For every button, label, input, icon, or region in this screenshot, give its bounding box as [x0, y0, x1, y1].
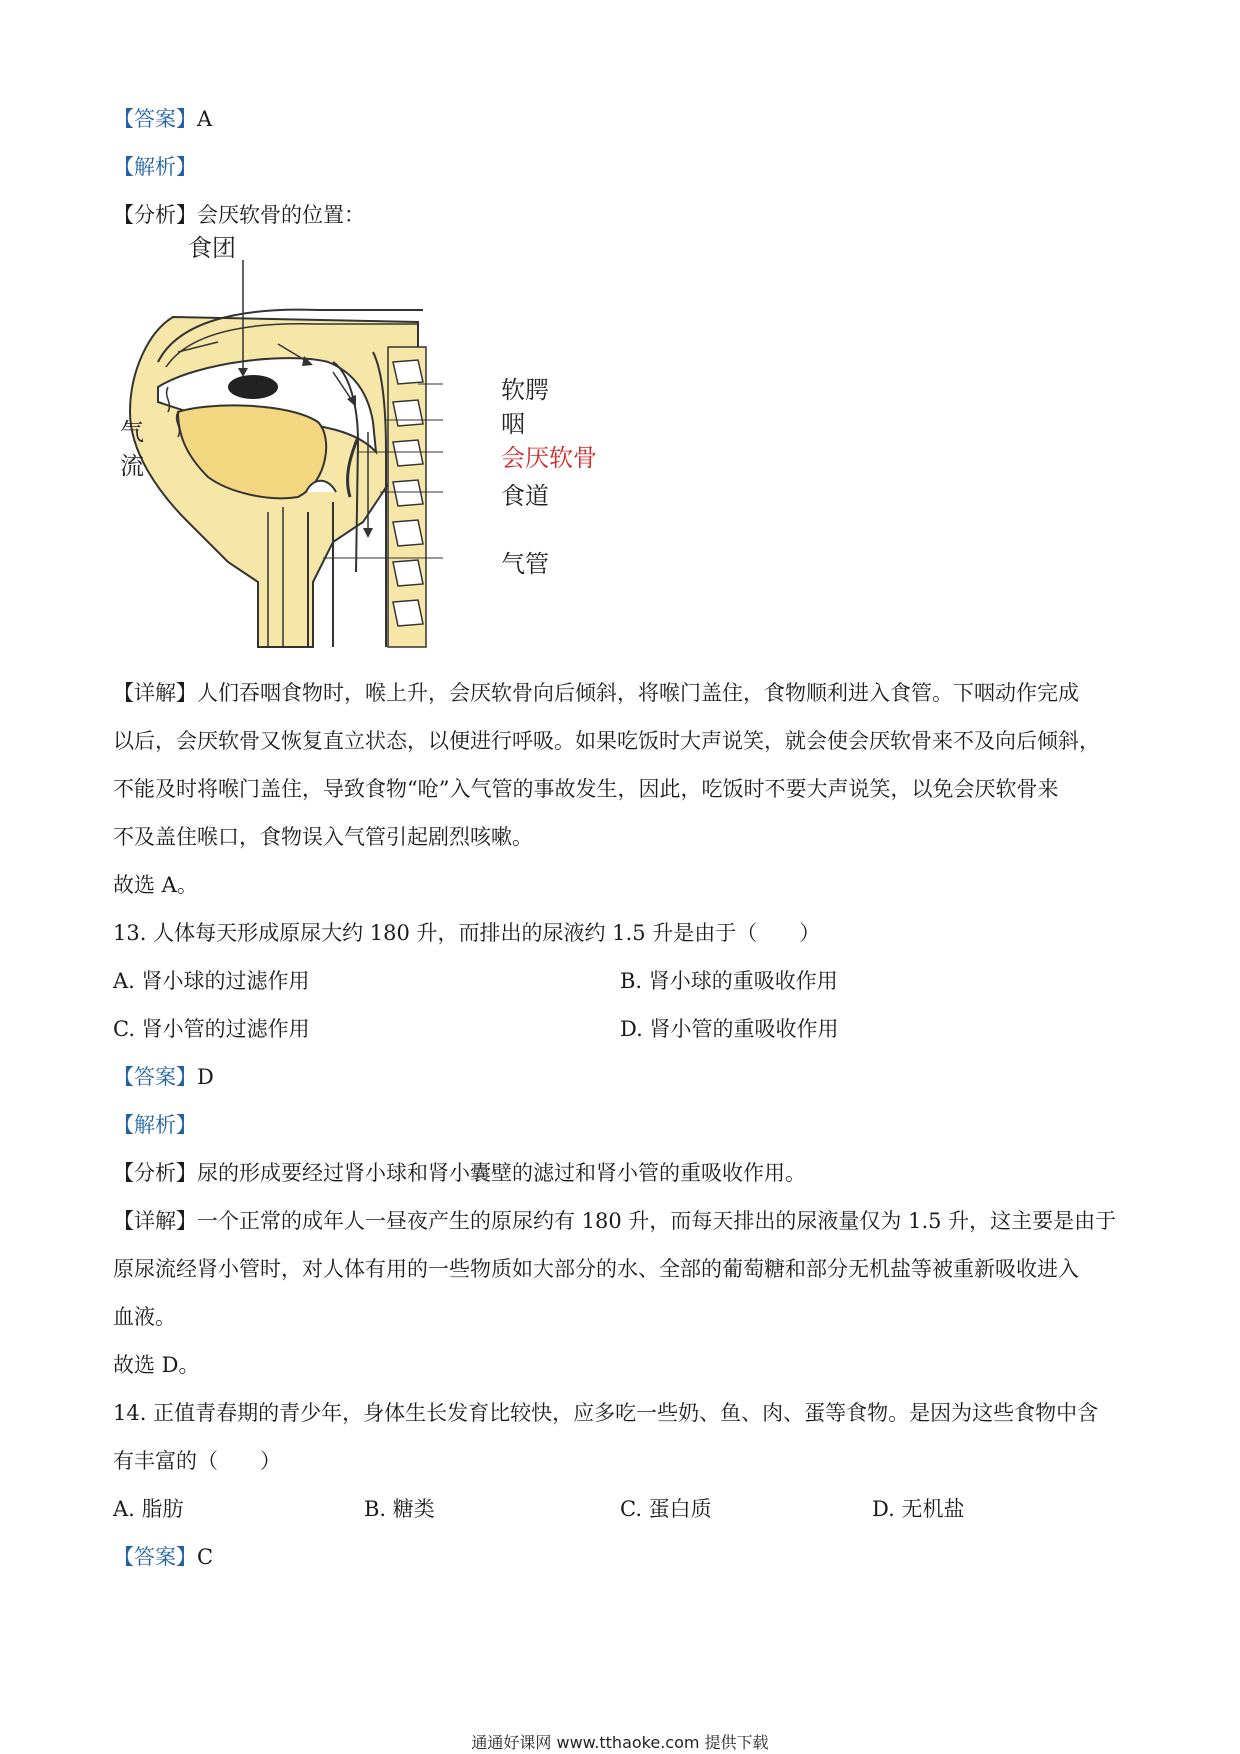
q14-answer	[113, 1542, 213, 1572]
q14-option-d: D. 无机盐	[872, 1497, 965, 1521]
label-soft-palate: 软腭	[501, 376, 549, 404]
q12-analysis-heading	[113, 152, 197, 182]
fenxi-text: 会厌软骨的位置：	[197, 203, 365, 227]
q13-option-d: D. 肾小管的重吸收作用	[620, 1017, 839, 1041]
q12-detail-line-4: 不及盖住喉口，食物误入气管引起剧烈咳嗽。	[113, 825, 533, 849]
q13-answer	[113, 1062, 214, 1092]
q13-fenxi	[113, 1158, 806, 1188]
answer-tag: 【答案】	[113, 107, 197, 131]
detail-text: 人们吞咽食物时，喉上升，会厌软骨向后倾斜，将喉门盖住，食物顺利进入食管。下咽动作完成	[197, 681, 1079, 705]
detail-text: 一个正常的成年人一昼夜产生的原尿约有 180 升，而每天排出的尿液量仅为 1.5 升，这主要是由于	[197, 1209, 1117, 1233]
q12-detail-line-2: 以后，会厌软骨又恢复直立状态，以便进行呼吸。如果吃饭时大声说笑，就会使会厌软骨来不及向后倾斜，	[113, 729, 1100, 753]
q13-detail-line-3: 血液。	[113, 1305, 176, 1329]
label-food-bolus: 食团	[188, 234, 236, 262]
label-trachea: 气管	[501, 550, 549, 578]
q12-fenxi	[113, 200, 365, 230]
q14-option-a: A. 脂肪	[113, 1497, 184, 1521]
q12-detail-line-1	[113, 678, 1079, 708]
label-airflow-2: 流	[120, 452, 144, 480]
q13-option-b: B. 肾小球的重吸收作用	[620, 969, 838, 993]
page-footer: 通通好课网 www.tthaoke.com 提供下载	[471, 1733, 769, 1752]
q13-analysis-heading	[113, 1110, 197, 1140]
q14-option-c: C. 蛋白质	[620, 1497, 712, 1521]
answer-value: C	[197, 1545, 214, 1569]
label-airflow-1: 气	[120, 418, 144, 446]
q13-option-a: A. 肾小球的过滤作用	[113, 969, 310, 993]
q13-conclusion: 故选 D。	[113, 1353, 200, 1377]
analysis-tag: 【解析】	[113, 155, 197, 179]
detail-tag: 【详解】	[113, 681, 197, 705]
q14-stem-line-1: 14. 正值青春期的青少年，身体生长发育比较快，应多吃一些奶、鱼、肉、蛋等食物。是因为这些食物中含	[113, 1401, 1099, 1425]
q14-stem-line-2: 有丰富的（ ）	[113, 1449, 281, 1473]
fenxi-text: 尿的形成要经过肾小球和肾小囊壁的滤过和肾小管的重吸收作用。	[197, 1161, 806, 1185]
q13-stem: 13. 人体每天形成原尿大约 180 升，而排出的尿液约 1.5 升是由于（ ）	[113, 921, 821, 945]
label-epiglottis: 会厌软骨	[501, 444, 597, 472]
q14-option-b: B. 糖类	[364, 1497, 435, 1521]
q12-conclusion: 故选 A。	[113, 873, 198, 897]
answer-tag: 【答案】	[113, 1065, 197, 1089]
q12-detail-line-3: 不能及时将喉门盖住，导致食物“呛”入气管的事故发生，因此，吃饭时不要大声说笑，以免会厌软骨来	[113, 777, 1059, 801]
fenxi-tag: 【分析】	[113, 203, 197, 227]
q13-option-c: C. 肾小管的过滤作用	[113, 1017, 310, 1041]
q13-detail-line-1	[113, 1206, 1116, 1236]
answer-tag: 【答案】	[113, 1545, 197, 1569]
answer-value: D	[197, 1065, 214, 1089]
detail-tag: 【详解】	[113, 1209, 197, 1233]
fenxi-tag: 【分析】	[113, 1161, 197, 1185]
q13-detail-line-2: 原尿流经肾小管时，对人体有用的一些物质如大部分的水、全部的葡萄糖和部分无机盐等被重新吸收进入	[113, 1257, 1079, 1281]
epiglottis-diagram	[118, 234, 618, 652]
analysis-tag: 【解析】	[113, 1113, 197, 1137]
answer-value: A	[197, 107, 213, 131]
label-pharynx: 咽	[501, 410, 525, 438]
q12-answer	[113, 104, 212, 134]
label-esophagus: 食道	[501, 482, 549, 510]
